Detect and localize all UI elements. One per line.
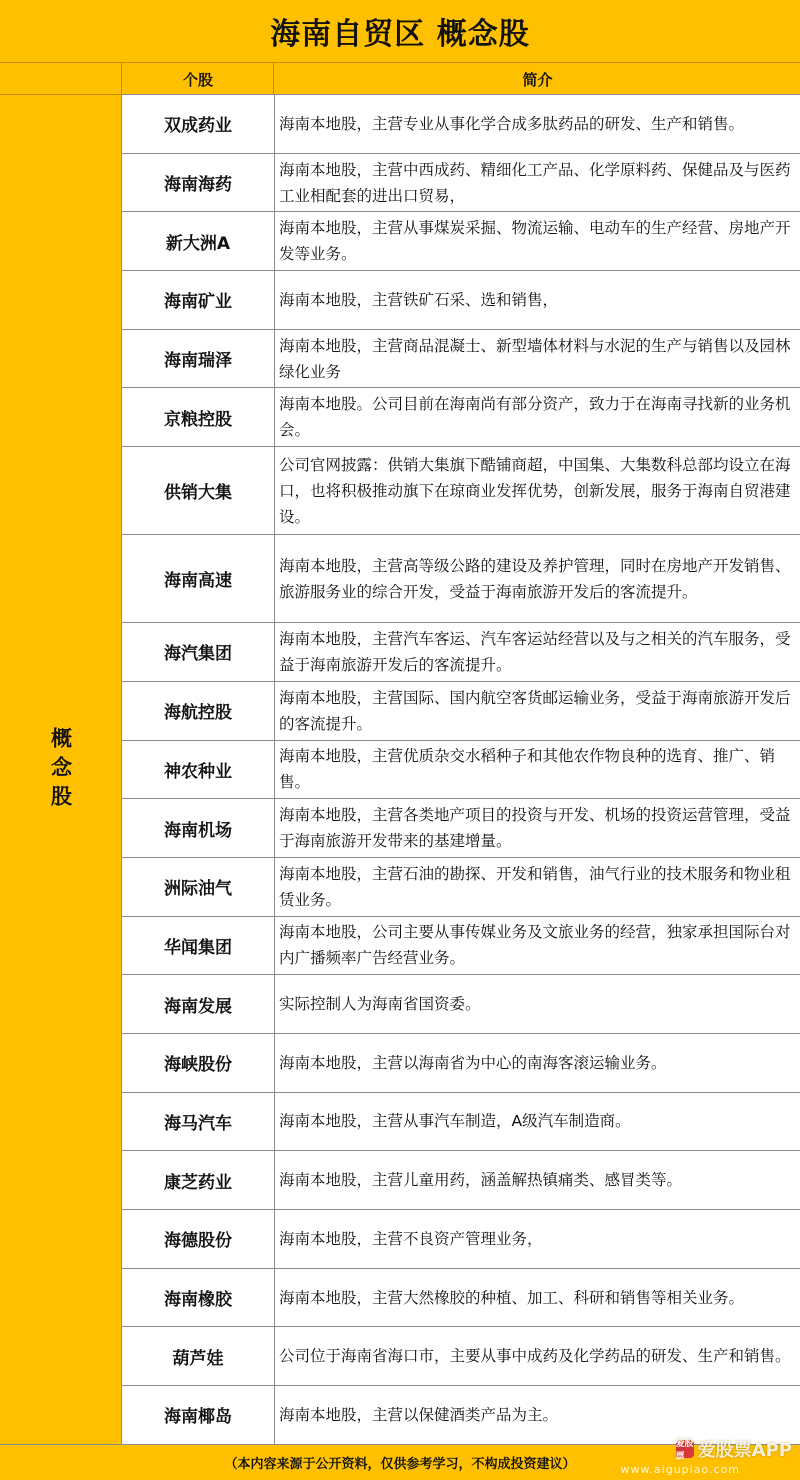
stock-description: 海南本地股，主营大然橡胶的种植、加工、科研和销售等相关业务。: [279, 1288, 745, 1307]
table-row: [121, 211, 800, 270]
stock-name: 新大洲A: [121, 212, 275, 270]
stock-description: 海南本地股，主营商品混凝士、新型墙体材料与水泥的生产与销售以及园林绿化业务: [279, 336, 791, 381]
stock-name: 海南高速: [121, 535, 275, 622]
watermark-text: 爱股票APP: [697, 1440, 792, 1461]
stock-table: [121, 94, 800, 1444]
table-row: [121, 974, 800, 1033]
stock-name: 洲际油气: [121, 858, 275, 916]
table-row: [121, 1326, 800, 1385]
stock-description: 海南本地股，主营儿童用药，涵盖解热镇痛类、感冒类等。: [279, 1171, 683, 1190]
table-row: [121, 1385, 800, 1444]
stock-description: 公司官网披露：供销大集旗下酷铺商超，中国集、大集数科总部均设立在海口，也将积极推动旗下在琼商业发挥优势，创新发展，服务于海南自贸港建设。: [279, 455, 791, 526]
stock-description: 海南本地股，主营专业从事化学合成多肽药品的研发、生产和销售。: [279, 114, 745, 133]
category-cell: [0, 94, 121, 1445]
table-row: [121, 387, 800, 446]
table-row: [121, 1268, 800, 1327]
table-row: [121, 1092, 800, 1151]
stock-name: 华闻集团: [121, 917, 275, 975]
stock-description: 海南本地股，主营汽车客运、汽车客运站经营以及与之相关的汽车服务，受益于海南旅游开发后的客流提升。: [279, 629, 791, 674]
stock-description: 海南本地股，主营从事汽车制造，A级汽车制造商。: [279, 1112, 631, 1131]
table-row: [121, 1150, 800, 1209]
header-stock: 个股: [121, 62, 274, 95]
stock-name: 海峡股份: [121, 1034, 275, 1092]
table-row: [121, 1209, 800, 1268]
table-row: [121, 94, 800, 153]
stock-name: 海马汽车: [121, 1093, 275, 1151]
stock-description: 海南本地股，主营不良资产管理业务，: [279, 1229, 543, 1248]
stock-name: 海南橡胶: [121, 1269, 275, 1327]
table-row: [121, 740, 800, 799]
page-title: 海南自贸区 概念股: [270, 17, 530, 52]
stock-description: 海南本地股，主营铁矿石采、选和销售，: [279, 290, 559, 309]
stock-name: 海航控股: [121, 682, 275, 740]
table-row: [121, 329, 800, 388]
watermark-url: www.aigupiao.com: [620, 1463, 740, 1476]
category-label: 概念股: [48, 726, 73, 814]
stock-name: 神农种业: [121, 741, 275, 799]
watermark: [676, 1436, 792, 1462]
table-row: [121, 681, 800, 740]
stock-name: 京粮控股: [121, 388, 275, 446]
table-row: [121, 798, 800, 857]
watermark-logo-icon: 爱股票: [675, 1439, 694, 1462]
stock-name: 海南海药: [121, 154, 275, 212]
stock-name: 海汽集团: [121, 623, 275, 681]
stock-description: 公司位于海南省海口市，主要从事中成药及化学药品的研发、生产和销售。: [279, 1347, 791, 1366]
stock-name: 海德股份: [121, 1210, 275, 1268]
stock-name: 海南矿业: [121, 271, 275, 329]
stock-description: 海南本地股，主营从事煤炭采掘、物流运输、电动车的生产经营、房地产开发等业务。: [279, 219, 791, 264]
stock-description: 海南本地股，公司主要从事传媒业务及文旅业务的经营，独家承担国际台对内广播频率广告经营业务。: [279, 923, 791, 968]
table-row: [121, 153, 800, 212]
stock-name: 海南机场: [121, 799, 275, 857]
stock-name: 海南椰岛: [121, 1386, 275, 1444]
stock-description: 海南本地股，主营高等级公路的建设及养护管理，同时在房地产开发销售、旅游服务业的综合开发，受益于海南旅游开发后的客流提升。: [279, 556, 791, 601]
stock-description: 海南本地股，主营优质杂交水稻种子和其他农作物良种的选育、推广、销售。: [279, 747, 776, 792]
disclaimer: （本内容来源于公开资料，仅供参考学习，不构成投资建议）: [0, 1444, 800, 1480]
stock-description: 海南本地股，主营各类地产项目的投资与开发、机场的投资运营管理，受益于海南旅游开发带来的基建增量。: [279, 806, 791, 851]
stock-description: 海南本地股，主营中西成药、精细化工产品、化学原料药、保健品及与医药工业相配套的进出口贸易，: [279, 160, 791, 205]
stock-name: 康芝药业: [121, 1151, 275, 1209]
stock-description: 海南本地股，主营石油的勘探、开发和销售，油气行业的技术服务和物业租赁业务。: [279, 864, 791, 909]
stock-description: 实际控制人为海南省国资委。: [279, 995, 481, 1014]
header-description: 简介: [273, 62, 800, 95]
stock-description: 海南本地股。公司目前在海南尚有部分资产，致力于在海南寻找新的业务机会。: [279, 395, 791, 440]
stock-description: 海南本地股，主营以保健酒类产品为主。: [279, 1405, 559, 1424]
table-row: [121, 622, 800, 681]
stock-name: 葫芦娃: [121, 1327, 275, 1385]
table-row: [121, 1033, 800, 1092]
stock-name: 海南发展: [121, 975, 275, 1033]
stock-name: 海南瑞泽: [121, 330, 275, 388]
stock-name: 供销大集: [121, 447, 275, 534]
stock-description: 海南本地股，主营以海南省为中心的南海客滚运输业务。: [279, 1053, 667, 1072]
table-row: [121, 534, 800, 622]
table-row: [121, 857, 800, 916]
stock-name: 双成药业: [121, 95, 275, 153]
stock-description: 海南本地股，主营国际、国内航空客货邮运输业务，受益于海南旅游开发后的客流提升。: [279, 688, 791, 733]
table-row: [121, 916, 800, 975]
header-category-cell: [0, 62, 121, 95]
table-row: [121, 446, 800, 534]
table-row: [121, 270, 800, 329]
